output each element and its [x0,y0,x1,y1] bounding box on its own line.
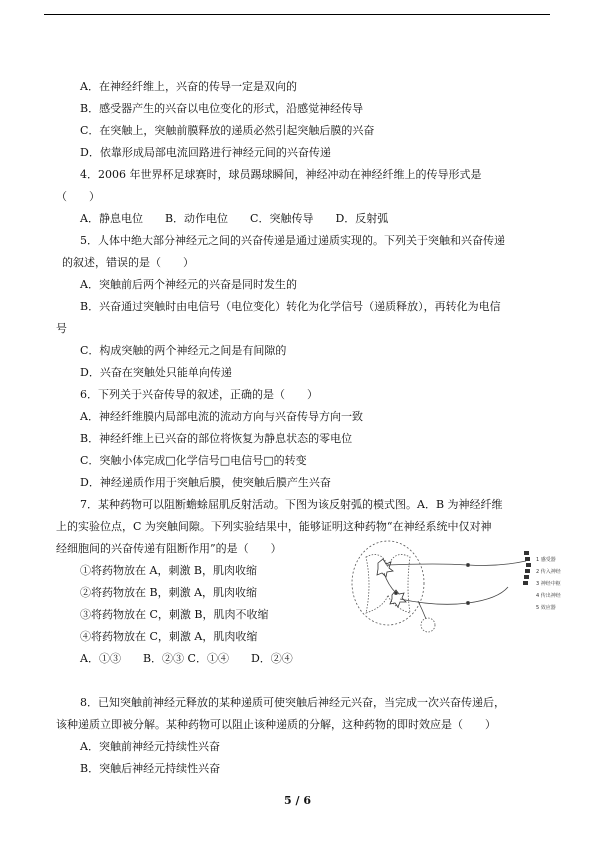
q7-statement-1: ①将药物放在 A，刺激 B，肌肉收缩 [80,564,258,577]
q8-option-a: A．突触前神经元持续性兴奋 [80,740,220,753]
q6-option-a: A．神经纤维膜内局部电流的流动方向与兴奋传导方向一致 [80,410,363,423]
q-prev-option-b: B．感受器产生的兴奋以电位变化的形式，沿感觉神经传导 [80,102,364,115]
point-a-marker [466,563,469,566]
q7-statement-4: ④将药物放在 C，刺激 A，肌肉收缩 [80,630,258,643]
q7-answer-options: A．①③ B．②③ C．①④ D．②④ [80,652,293,665]
q-prev-option-c: C．在突触上，突触前膜释放的递质必然引起突触后膜的兴奋 [80,124,375,137]
ganglion-fiber [418,601,426,619]
q5-stem-line1: 5．人体中绝大部分神经元之间的兴奋传递是通过递质实现的。下列关于突触和兴奋传递 [80,234,505,247]
neuron-body-2 [390,590,406,607]
q4-stem-line2: （ ） [56,190,100,203]
page-number: 5 / 6 [284,794,311,807]
header-rule [44,14,550,15]
q5-option-b-line2: 号 [56,322,67,335]
q6-option-b: B．神经纤维上已兴奋的部位将恢复为静息状态的零电位 [80,432,353,445]
efferent-fiber [400,587,508,604]
q5-option-c: C．构成突触的两个神经元之间是有间隙的 [80,344,287,357]
q7-statement-2: ②将药物放在 B，刺激 A，肌肉收缩 [80,586,258,599]
q6-option-c: C．突触小体完成□化学信号□电信号□的转变 [80,454,307,467]
q8-option-b: B．突触后神经元持续性兴奋 [80,762,221,775]
afferent-fiber [386,561,526,566]
point-c-marker [394,591,397,594]
diagram-label-3: 3 神经中枢 [536,581,561,587]
diagram-label-5: 5 效应器 [536,605,556,611]
q6-stem: 6．下列关于兴奋传导的叙述，正确的是（ ） [80,388,318,401]
ganglion [421,618,435,632]
q4-stem-line1: 4．2006 年世界杯足球赛时，球员踢球瞬间，神经冲动在神经纤维上的传导形式是 [80,168,482,181]
diagram-label-4: 4 传出神经 [536,593,561,599]
reflex-arc-diagram [348,537,562,661]
q-prev-option-a: A．在神经纤维上，兴奋的传导一定是双向的 [80,80,297,93]
q-prev-option-d: D．依靠形成局部电流回路进行神经元间的兴奋传递 [80,146,331,159]
q5-option-b-line1: B．兴奋通过突触时由电信号（电位变化）转化为化学信号（递质释放），再转化为电信 [80,300,501,313]
q5-stem-line2: 的叙述，错误的是（ ） [62,256,194,269]
q7-stem-line2: 上的实验位点，C 为突触间隙。下列实验结果中，能够证明这种药物“在神经系统中仅对神 [56,520,492,533]
diagram-label-1: 1 感受器 [536,557,556,563]
q7-statement-3: ③将药物放在 C，刺激 B，肌肉不收缩 [80,608,269,621]
q7-stem-line3: 经细胞间的兴奋传递有阻断作用”的是（ ） [56,542,282,555]
q8-stem-line1: 8．已知突触前神经元释放的某种递质可使突触后神经元兴奋，当完成一次兴奋传递后， [80,696,505,709]
q5-option-a: A．突触前后两个神经元的兴奋是同时发生的 [80,278,297,291]
point-b-marker [466,601,469,604]
q5-option-d: D．兴奋在突触处只能单向传递 [80,366,232,379]
effector-muscle [523,551,531,585]
q8-stem-line2: 该种递质立即被分解。某种药物可以阻止该种递质的分解，这种药物的即时效应是（ ） [56,718,496,731]
q7-stem-line1: 7．某种药物可以阻断蟾蜍屈肌反射活动。下图为该反射弧的模式图。A．B 为神经纤维 [80,498,503,511]
q4-options: A．静息电位 B．动作电位 C．突触传导 D．反射弧 [80,212,389,225]
q6-option-d: D．神经递质作用于突触后膜，使突触后膜产生兴奋 [80,476,331,489]
diagram-label-2: 2 传入神经 [536,569,561,575]
